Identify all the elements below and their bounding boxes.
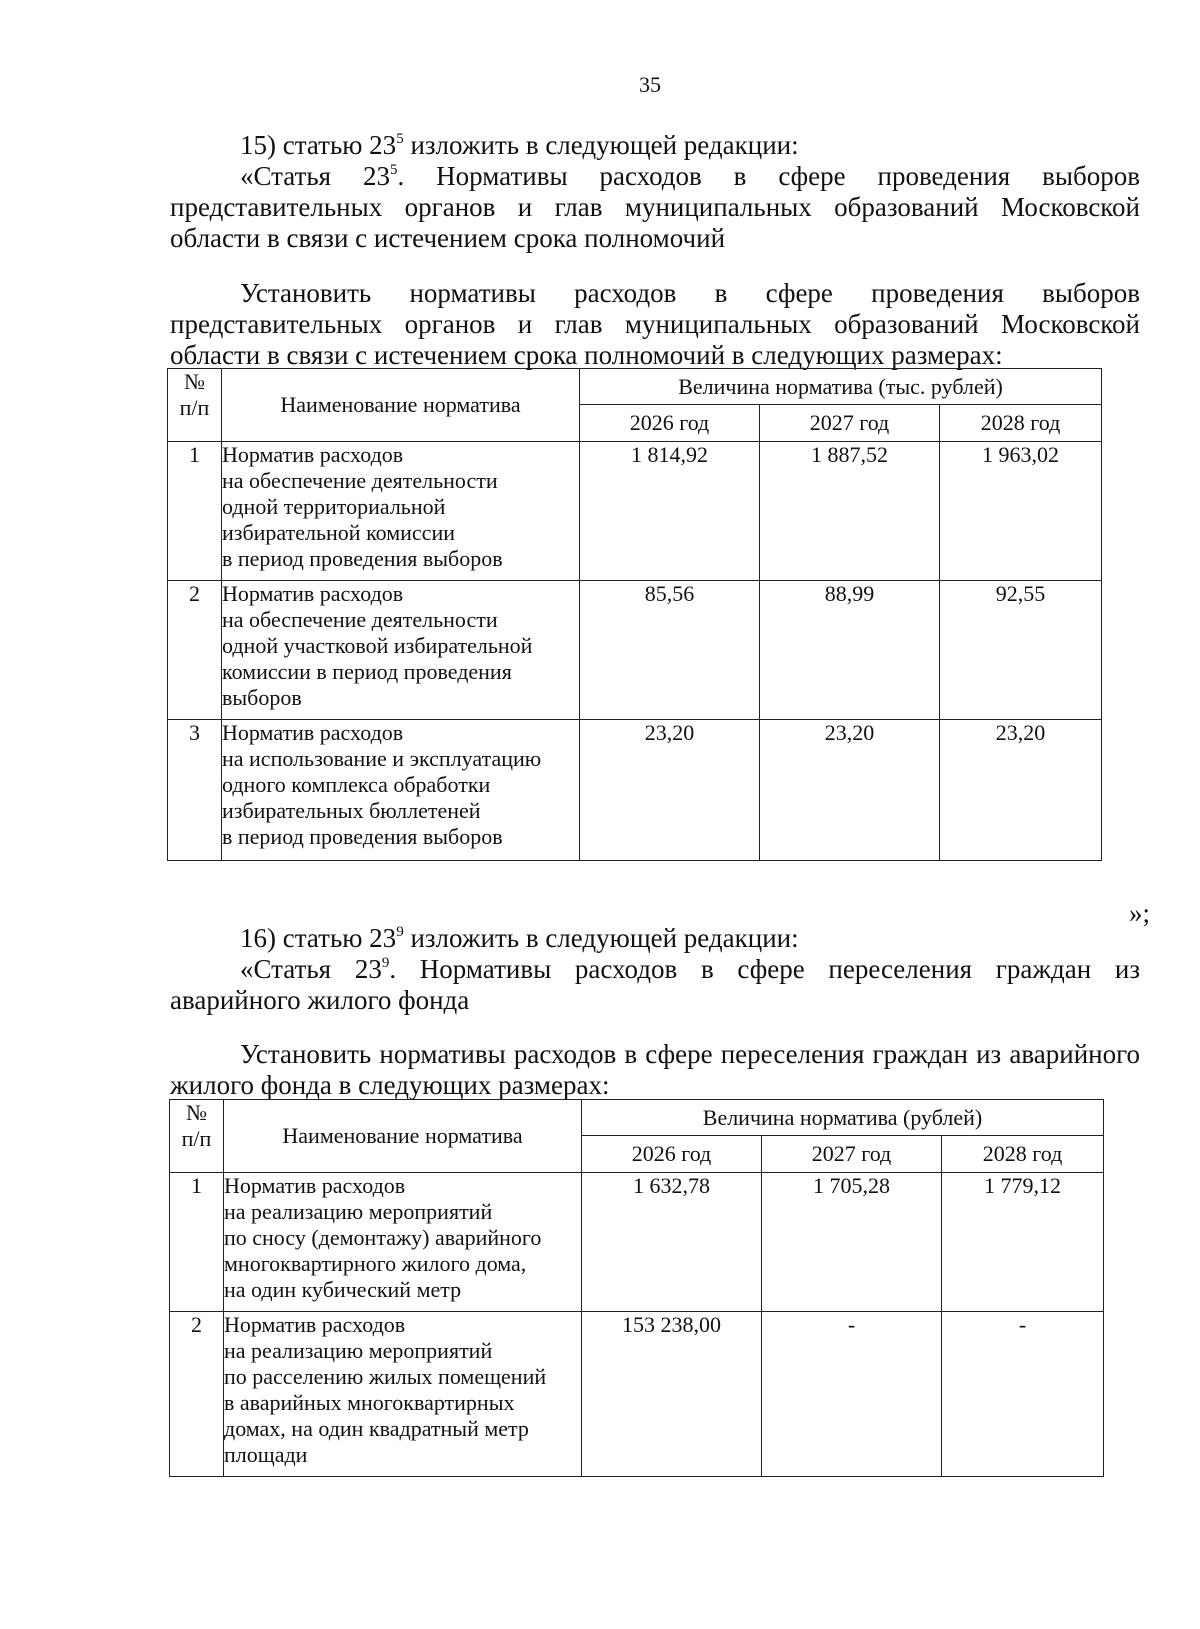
table-row xyxy=(170,1312,1104,1477)
section15-table xyxy=(167,368,1102,861)
row-name: Норматив расходов на реализацию мероприятий по расселению жилых помещений в аварийных многоквартирных домах, на один квадратный метр площади xyxy=(224,1312,582,1477)
section15-lead: Установить нормативы расходов в сфере проведения выборов представительных органов и глав муниципальных образований Московской области в связи с истечением срока полномочий в следующих размерах: xyxy=(170,278,1140,370)
col-group-header: Величина норматива (тыс. рублей) xyxy=(580,369,1102,405)
col-name-header: Наименование норматива xyxy=(222,369,580,442)
section15-article-title: «Статья $23^5$. Нормативы расходов в сфере проведения выборов представительных органов и глав муниципальных образований Московской области в связи с истечением срока полномочий xyxy=(170,161,1141,253)
year-header: 2027 год xyxy=(762,1136,942,1173)
year-header: 2028 год xyxy=(942,1136,1104,1173)
year-header: 2026 год xyxy=(582,1136,762,1173)
row-number: 1 xyxy=(168,442,222,581)
table-row xyxy=(170,1173,1104,1312)
section16-intro: 16) статью $23^9$ изложить в следующей редакции: xyxy=(240,923,799,953)
row-name: Норматив расходов на обеспечение деятельности одной участковой избирательной комиссии в период проведения выборов xyxy=(222,581,580,720)
table-row xyxy=(168,442,1102,581)
col-name-header: Наименование норматива xyxy=(224,1100,582,1173)
value-cell: 1 963,02 xyxy=(940,442,1102,581)
value-cell: 1 887,52 xyxy=(760,442,940,581)
col-number-header: № п/п xyxy=(168,369,222,442)
row-name: Норматив расходов на реализацию мероприятий по сносу (демонтажу) аварийного многоквартирного жилого дома, на один кубический метр xyxy=(224,1173,582,1312)
value-cell: 92,55 xyxy=(940,581,1102,720)
section16-lead: Установить нормативы расходов в сфере переселения граждан из аварийного жилого фонда в следующих размерах: xyxy=(170,1039,1140,1100)
value-cell: 88,99 xyxy=(760,581,940,720)
row-name: Норматив расходов на обеспечение деятельности одной территориальной избирательной комиссии в период проведения выборов xyxy=(222,442,580,581)
section15-intro: 15) статью $23^5$ изложить в следующей редакции: xyxy=(240,130,799,160)
page-number: 35 xyxy=(639,72,661,97)
row-number: 2 xyxy=(168,581,222,720)
table-row xyxy=(168,581,1102,720)
value-cell: 1 814,92 xyxy=(580,442,760,581)
value-cell: 1 705,28 xyxy=(762,1173,942,1312)
value-cell: 153 238,00 xyxy=(582,1312,762,1477)
year-header: 2026 год xyxy=(580,405,760,442)
value-cell: - xyxy=(762,1312,942,1477)
col-group-header: Величина норматива (рублей) xyxy=(582,1100,1104,1136)
row-name: Норматив расходов на использование и эксплуатацию одного комплекса обработки избирательных бюллетеней в период проведения выборов xyxy=(222,720,580,861)
col-number-header: № п/п xyxy=(170,1100,224,1173)
table-row xyxy=(168,720,1102,861)
value-cell: 85,56 xyxy=(580,581,760,720)
closing-quote: »; xyxy=(1128,898,1150,928)
value-cell: 23,20 xyxy=(580,720,760,861)
value-cell: 23,20 xyxy=(760,720,940,861)
value-cell: 23,20 xyxy=(940,720,1102,861)
section16-article-title: «Статья $23^9$. Нормативы расходов в сфере переселения граждан из аварийного жилого фонда xyxy=(170,954,1140,1015)
section16-table xyxy=(169,1099,1104,1477)
row-number: 2 xyxy=(170,1312,224,1477)
value-cell: - xyxy=(942,1312,1104,1477)
year-header: 2027 год xyxy=(760,405,940,442)
year-header: 2028 год xyxy=(940,405,1102,442)
value-cell: 1 779,12 xyxy=(942,1173,1104,1312)
value-cell: 1 632,78 xyxy=(582,1173,762,1312)
row-number: 3 xyxy=(168,720,222,861)
row-number: 1 xyxy=(170,1173,224,1312)
